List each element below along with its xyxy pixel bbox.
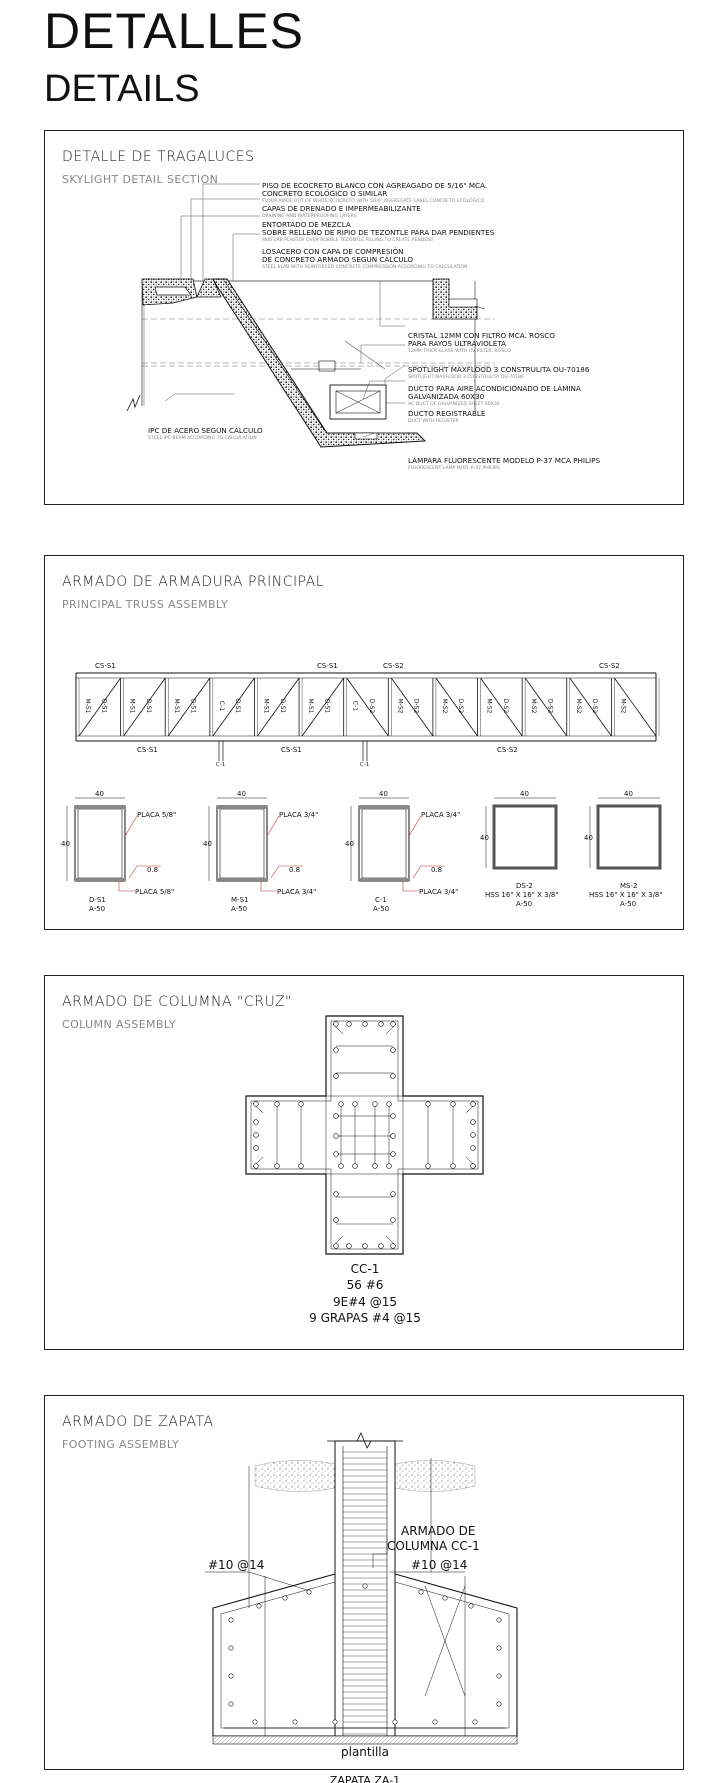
- skylight-label-2a: CAPAS DE DRENADO E IMPERMEABILIZANTE: [262, 204, 421, 213]
- rebar-dot: [451, 1164, 456, 1169]
- skylight-label-1b: CONCRETO ECOLÓGICO O SIMILAR: [262, 189, 388, 198]
- rebar-dot: [471, 1133, 476, 1138]
- truss-column-label-1: C-1: [216, 762, 226, 768]
- rebar-dot: [254, 1120, 259, 1125]
- rebar-dot: [391, 1074, 396, 1079]
- section-dim: 40: [624, 790, 633, 798]
- rebar-dot: [443, 1596, 447, 1600]
- skylight-drawing: [45, 131, 685, 506]
- footing-subtitle: FOOTING ASSEMBLY: [62, 1438, 180, 1451]
- rebar-dot: [471, 1120, 476, 1125]
- truss-member-label: M-S2: [396, 698, 404, 714]
- section-name: D-S1: [89, 896, 106, 904]
- rebar-dot: [373, 1102, 378, 1107]
- truss-bottom-label-1: CS-S1: [137, 746, 158, 754]
- rebar-dot: [451, 1102, 456, 1107]
- skylight-label-7-sub: AC DUCT OF GALVANIZED SHEET 60X30: [408, 402, 500, 407]
- rebar-dot: [471, 1146, 476, 1151]
- section-top-plate: PLACA 5/8": [137, 811, 177, 819]
- rebar-dot: [334, 1244, 339, 1249]
- rebar-dot: [391, 1114, 396, 1119]
- rebar-dot: [471, 1164, 476, 1169]
- rebar-dot: [254, 1133, 259, 1138]
- skylight-label-4a: LOSACERO CON CAPA DE COMPRESIÓN: [262, 247, 404, 256]
- skylight-label-1-sub: FLOOR MADE OUT OF WHITE ECOCRETO WITH 5/16" AGGREGATE LABEL CONCRETO ECOLÓGICO: [262, 199, 485, 204]
- truss-member-label: M-S1: [262, 698, 270, 714]
- rebar-dot: [334, 1022, 339, 1027]
- truss-member-label: D-S1: [189, 698, 197, 714]
- rebar-dot: [363, 1584, 367, 1588]
- truss-member-label: D-S1: [234, 698, 242, 714]
- rebar-dot: [379, 1022, 384, 1027]
- skylight-label-5-sub: 12MM THICK GLASS WITH UV FILTER. ROSCO: [408, 349, 511, 354]
- rebar-dot: [339, 1102, 344, 1107]
- truss-member-label: M-S1: [173, 698, 181, 714]
- truss-member-label: D-S2: [457, 698, 465, 714]
- rebar-dot: [254, 1164, 259, 1169]
- truss-top-label-4: CS-S2: [599, 662, 620, 670]
- rebar-dot: [373, 1164, 378, 1169]
- truss-column-label-2: C-1: [360, 762, 370, 768]
- rebar-dot: [387, 1164, 392, 1169]
- rebar-dot: [334, 1152, 339, 1157]
- rebar-dot: [471, 1102, 476, 1107]
- section-weld: 0.8: [289, 866, 301, 874]
- rebar-dot: [473, 1720, 477, 1724]
- truss-top-label-1: CS-S1: [95, 662, 116, 670]
- skylight-label-6-sub: SPOTLIGHT MAXFLOOD 3 CONSTRULITA OU-70186: [408, 375, 524, 380]
- rebar-dot: [347, 1244, 352, 1249]
- truss-top-label-2: CS-S1: [317, 662, 338, 670]
- rebar-dot: [254, 1146, 259, 1151]
- rebar-dot: [347, 1022, 352, 1027]
- skylight-label-5a: CRISTAL 12MM CON FILTRO MCA. ROSCO: [408, 331, 555, 340]
- footing-label-right: #10 @14: [411, 1558, 468, 1572]
- rebar-dot: [391, 1192, 396, 1197]
- rebar-dot: [253, 1720, 257, 1724]
- section-dim: 40: [379, 790, 388, 798]
- svg-text:40: 40: [203, 840, 212, 848]
- truss-member-label: M-S2: [574, 698, 582, 714]
- skylight-title: DETALLE DE TRAGALUCES: [62, 149, 255, 165]
- section-bottom-plate: PLACA 3/4": [277, 888, 317, 896]
- truss-member-label: D-S2: [591, 698, 599, 714]
- rebar-dot: [334, 1048, 339, 1053]
- column-spec-2: 56 #6: [346, 1278, 384, 1292]
- rebar-dot: [333, 1720, 337, 1724]
- section-name: C-1: [375, 896, 387, 904]
- rebar-dot: [257, 1604, 261, 1608]
- section-spec: A-50: [373, 905, 390, 913]
- skylight-label-8a: DUCTO REGISTRABLE: [408, 409, 486, 418]
- rebar-dot: [283, 1596, 287, 1600]
- rebar-dot: [391, 1134, 396, 1139]
- section-spec: A-50: [89, 905, 106, 913]
- truss-member-label: M-S2: [530, 698, 538, 714]
- section-c-1: [345, 790, 460, 913]
- rebar-dot: [229, 1646, 233, 1650]
- section-name: M-S1: [231, 896, 249, 904]
- section-d-s1: [61, 790, 176, 913]
- rebar-dot: [497, 1702, 501, 1706]
- skylight-panel: [44, 130, 684, 505]
- rebar-dot: [334, 1218, 339, 1223]
- rebar-dot: [229, 1702, 233, 1706]
- truss-member-label: M-S1: [128, 698, 136, 714]
- rebar-dot: [293, 1720, 297, 1724]
- section-dim: 40: [237, 790, 246, 798]
- rebar-dot: [334, 1134, 339, 1139]
- truss-member-label: D-S1: [100, 698, 108, 714]
- truss-top-label-3: CS-S2: [383, 662, 404, 670]
- rebar-dot: [391, 1244, 396, 1249]
- section-top-plate: PLACA 3/4": [279, 811, 319, 819]
- rebar-dot: [339, 1164, 344, 1169]
- section-bottom-plate: PLACA 3/4": [419, 888, 459, 896]
- truss-member-label: D-S2: [546, 698, 554, 714]
- rebar-dot: [334, 1192, 339, 1197]
- section-ds-2: [480, 790, 559, 908]
- truss-member-label: M-S2: [485, 698, 493, 714]
- truss-subtitle: PRINCIPAL TRUSS ASSEMBLY: [62, 598, 229, 611]
- rebar-dot: [353, 1164, 358, 1169]
- skylight-label-9-sub: STEEL IPC-BEAM ACCORDING TO CALCULATION: [148, 436, 257, 441]
- truss-member-label: M-S2: [440, 698, 448, 714]
- truss-title: ARMADO DE ARMADURA PRINCIPAL: [62, 574, 325, 590]
- section-name: DS-2: [516, 882, 533, 890]
- truss-panel: [44, 555, 684, 930]
- column-drawing: [45, 976, 685, 1351]
- truss-member-label: D-S1: [144, 698, 152, 714]
- rebar-dot: [497, 1674, 501, 1678]
- rebar-dot: [391, 1152, 396, 1157]
- rebar-dot: [334, 1074, 339, 1079]
- column-title: ARMADO DE COLUMNA "CRUZ": [62, 994, 292, 1010]
- rebar-dot: [334, 1114, 339, 1119]
- rebar-dot: [419, 1590, 423, 1594]
- rebar-dot: [433, 1720, 437, 1724]
- skylight-label-3a: ENTORTADO DE MEZCLA: [262, 220, 351, 229]
- skylight-label-5b: PARA RAYOS ULTRAVIOLETA: [408, 339, 507, 348]
- truss-member-label: D-S2: [501, 698, 509, 714]
- skylight-label-10a: LÁMPARA FLUORESCENTE MODELO P-37 MCA PHILIPS: [408, 456, 601, 465]
- section-dim: 40: [95, 790, 104, 798]
- rebar-dot: [391, 1022, 396, 1027]
- rebar-dot: [254, 1102, 259, 1107]
- column-spec-1: CC-1: [350, 1262, 380, 1276]
- skylight-label-3-sub: MIXTURE PLASTER OVER RUBBLE TEZONTLE FILLING TO CREATE PENDENT: [262, 238, 434, 243]
- rebar-dot: [469, 1604, 473, 1608]
- rebar-dot: [229, 1674, 233, 1678]
- svg-text:40: 40: [345, 840, 354, 848]
- section-top-plate: PLACA 3/4": [421, 811, 461, 819]
- truss-bottom-label-3: CS-S2: [497, 746, 518, 754]
- footing-spec-1: ZAPATA ZA-1: [329, 1774, 401, 1783]
- rebar-dot: [299, 1102, 304, 1107]
- section-ms-2: [584, 790, 663, 908]
- rebar-dot: [387, 1102, 392, 1107]
- skylight-label-10-sub: FLUORESCENT LAMP MOD. P-37 PHILIPS: [408, 466, 500, 471]
- truss-drawing: [45, 556, 685, 931]
- skylight-label-3b: SOBRE RELLENO DE RIPIO DE TEZONTLE PARA DAR PENDIENTES: [262, 228, 495, 237]
- rebar-dot: [497, 1618, 501, 1622]
- skylight-label-9a: IPC DE ACERO SEGUN CÁLCULO: [148, 426, 263, 435]
- section-weld: 0.8: [431, 866, 443, 874]
- footing-panel: [44, 1395, 684, 1783]
- rebar-dot: [275, 1102, 280, 1107]
- rebar-dot: [353, 1102, 358, 1107]
- skylight-label-6a: SPOTLIGHT MAXFLOOD 3 CONSTRULITA OU-70186: [408, 365, 590, 374]
- footing-label-col2: COLUMNA CC-1: [387, 1539, 480, 1553]
- footing-title: ARMADO DE ZAPATA: [62, 1414, 214, 1430]
- skylight-label-4b: DE CONCRETO ARMADO SEGUN CÁLCULO: [262, 255, 414, 264]
- section-spec: A-50: [516, 900, 533, 908]
- rebar-dot: [426, 1102, 431, 1107]
- truss-member-label: C-1: [351, 700, 359, 712]
- column-spec-3: 9E#4 @15: [333, 1295, 397, 1309]
- rebar-dot: [497, 1646, 501, 1650]
- truss-member-label: D-S2: [412, 698, 420, 714]
- page-subtitle: DETAILS: [44, 68, 200, 110]
- footing-label-base: plantilla: [341, 1745, 389, 1759]
- column-subtitle: COLUMN ASSEMBLY: [62, 1018, 177, 1031]
- svg-text:40: 40: [61, 840, 70, 848]
- section-hss: HSS 16" X 16" X 3/8": [589, 891, 663, 899]
- rebar-dot: [307, 1590, 311, 1594]
- skylight-label-1a: PISO DE ECOCRETO BLANCO CON AGREAGADO DE 5/16" MCA.: [262, 181, 488, 190]
- section-spec: A-50: [620, 900, 637, 908]
- skylight-label-7a: DUCTO PARA AIRE ACONDICIONADO DE LÁMINA: [408, 384, 581, 393]
- truss-member-label: M-S1: [307, 698, 315, 714]
- footing-drawing: [45, 1396, 685, 1783]
- skylight-subtitle: SKYLIGHT DETAIL SECTION: [62, 173, 219, 186]
- section-weld: 0.8: [147, 866, 159, 874]
- truss-bottom-label-2: CS-S1: [281, 746, 302, 754]
- rebar-dot: [275, 1164, 280, 1169]
- skylight-label-7b: GALVANIZADA 60X30: [408, 392, 485, 401]
- page-title: DETALLES: [44, 3, 304, 59]
- rebar-dot: [393, 1720, 397, 1724]
- rebar-dot: [379, 1244, 384, 1249]
- truss-member-label: C-1: [217, 700, 225, 712]
- section-bottom-plate: PLACA 5/8": [135, 888, 175, 896]
- rebar-dot: [229, 1618, 233, 1622]
- rebar-dot: [363, 1244, 368, 1249]
- section-dim: 40: [520, 790, 529, 798]
- rebar-dot: [363, 1022, 368, 1027]
- section-hss: HSS 16" X 16" X 3/8": [485, 891, 559, 899]
- svg-text:40: 40: [480, 834, 489, 842]
- footing-label-col1: ARMADO DE: [401, 1524, 476, 1538]
- column-spec-4: 9 GRAPAS #4 @15: [309, 1311, 421, 1325]
- truss-member-label: M-S1: [84, 698, 91, 714]
- skylight-label-8-sub: DUCT WITH REGISTER: [408, 419, 459, 424]
- skylight-label-2-sub: DRAINING AND WATERPROOFING LAYERS: [262, 214, 357, 219]
- section-m-s1: [203, 790, 318, 913]
- svg-text:40: 40: [584, 834, 593, 842]
- truss-member-label: M-S2: [619, 698, 627, 714]
- skylight-label-4-sub: STEEL SLAB WITH REINFORCED CONCRETE COMPRESSION ACCORDING TO CALCULATION: [262, 265, 468, 270]
- truss-member-label: D-S2: [368, 698, 375, 714]
- truss-member-label: D-S1: [278, 698, 286, 714]
- section-name: MS-2: [620, 882, 638, 890]
- rebar-dot: [299, 1164, 304, 1169]
- rebar-dot: [391, 1218, 396, 1223]
- footing-label-left: #10 @14: [208, 1558, 265, 1572]
- truss-member-label: D-S1: [323, 698, 331, 714]
- rebar-dot: [391, 1048, 396, 1053]
- rebar-dot: [426, 1164, 431, 1169]
- section-spec: A-50: [231, 905, 248, 913]
- column-panel: [44, 975, 684, 1350]
